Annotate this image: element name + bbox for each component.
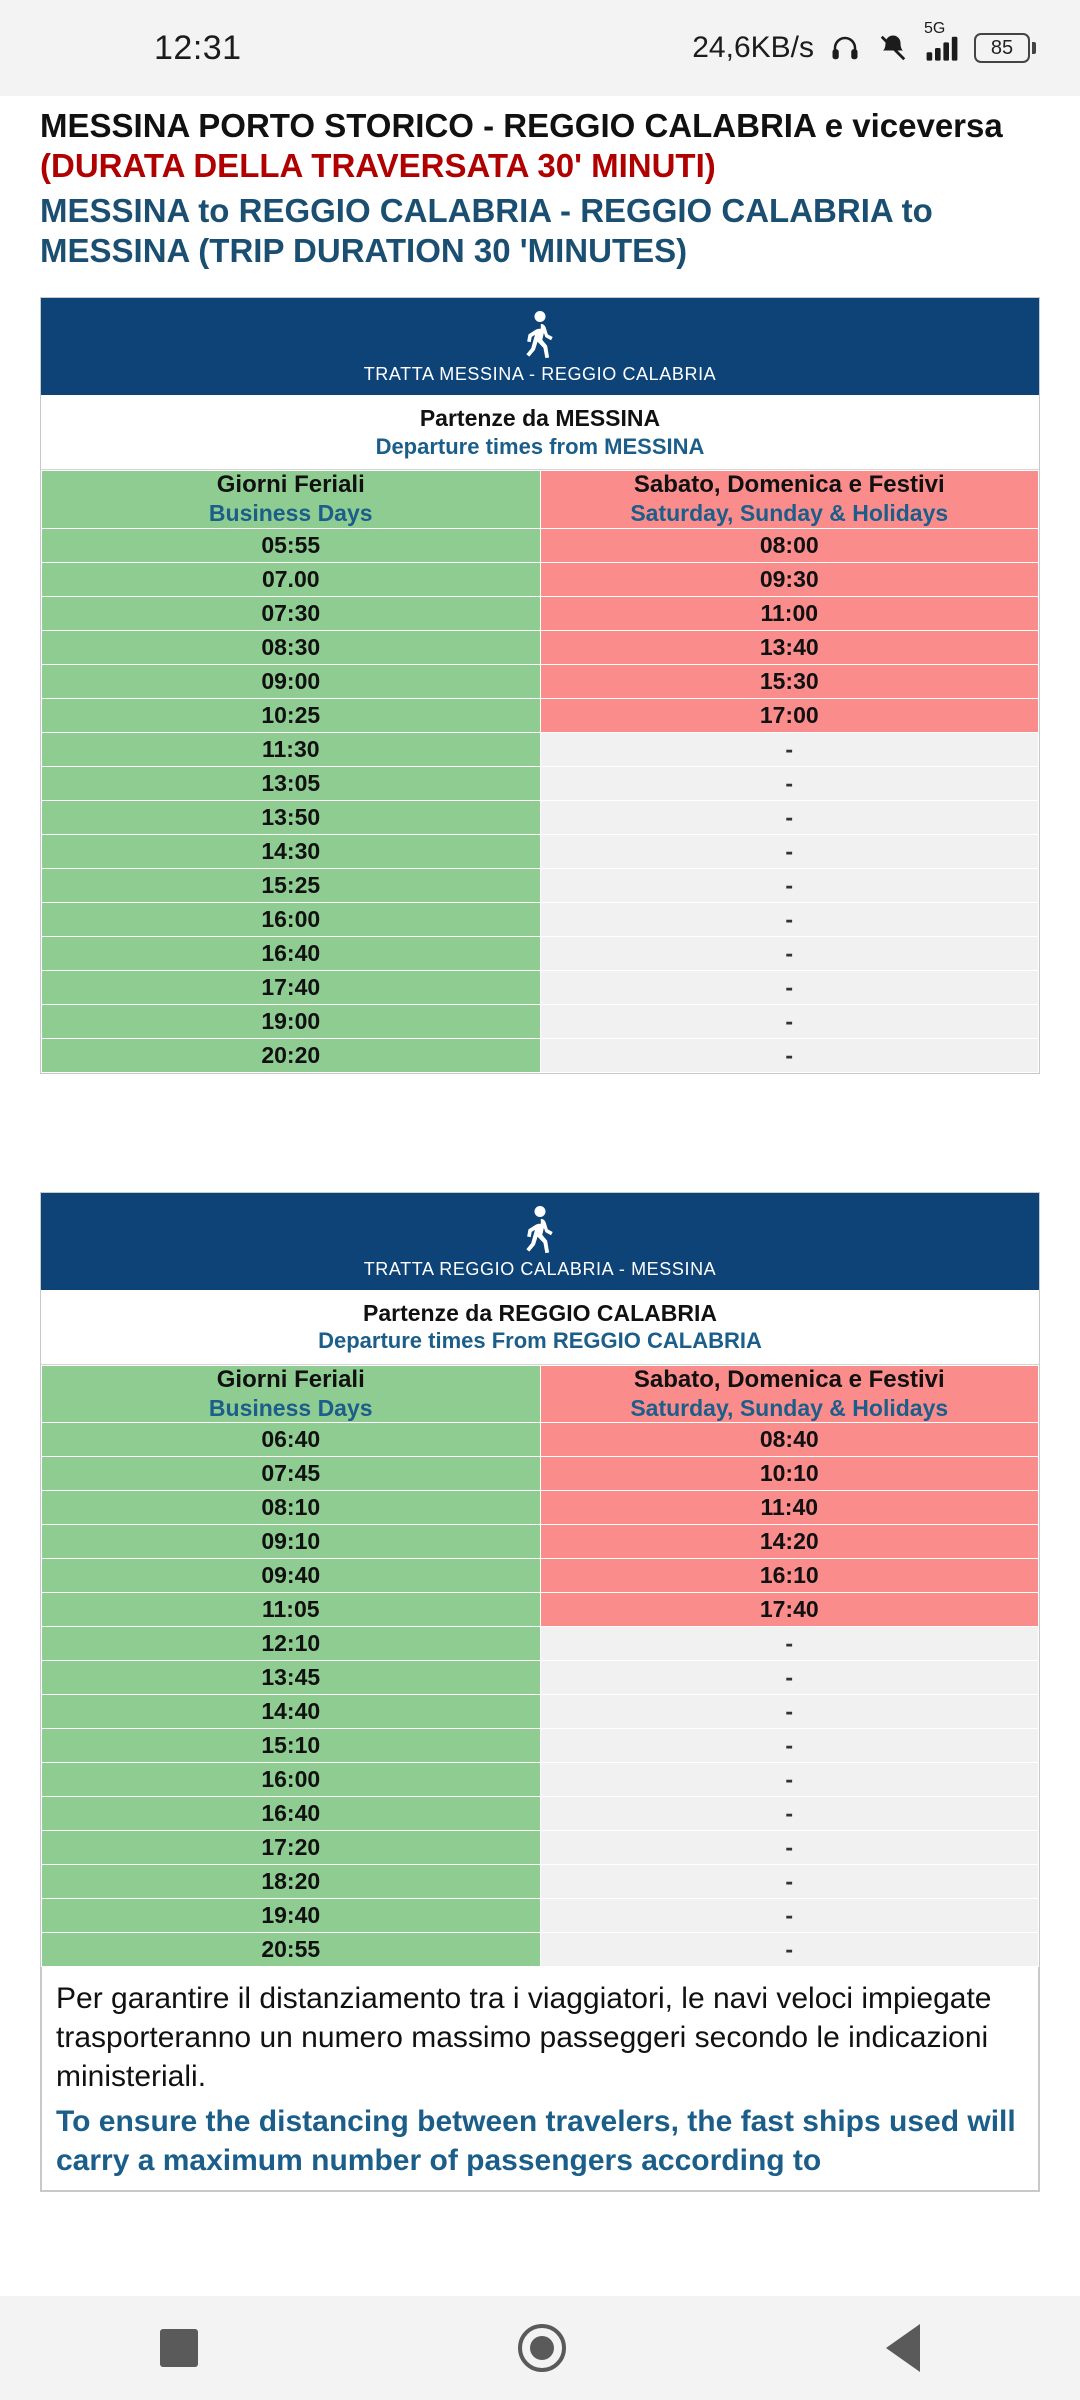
table-row (42, 1559, 1039, 1593)
table-row (42, 1899, 1039, 1933)
network-speed-text: 24,6KB/s (692, 31, 814, 64)
table-row (42, 664, 1039, 698)
status-time: 12:31 (154, 28, 242, 67)
table-row (42, 902, 1039, 936)
table-row (42, 1865, 1039, 1899)
table-row (42, 1593, 1039, 1627)
table-row (42, 1763, 1039, 1797)
cell-weekday-time: 16:40 (42, 936, 541, 970)
departure-title-reggio (41, 1290, 1039, 1365)
column-header-weekday-it: Giorni Feriali (216, 471, 365, 499)
webpage-viewport[interactable] (0, 96, 1080, 2296)
cell-weekend-empty: - (540, 834, 1039, 868)
cell-weekday-time: 16:00 (42, 1763, 541, 1797)
square-icon (160, 2329, 198, 2367)
cell-weekend-empty: - (540, 1865, 1039, 1899)
cell-weekday-time: 07.00 (42, 562, 541, 596)
table-row (42, 1525, 1039, 1559)
android-navigation-bar (0, 2296, 1080, 2400)
cell-weekday-time: 20:55 (42, 1933, 541, 1967)
vibrate-mute-icon (876, 33, 910, 63)
column-header-weekend (540, 471, 1039, 528)
status-bar (0, 0, 1080, 96)
column-header-weekend-it: Sabato, Domenica e Festivi (633, 1365, 945, 1393)
schedule-header-reggio (41, 1193, 1039, 1290)
cell-weekday-time: 15:10 (42, 1729, 541, 1763)
column-header-weekday-en: Business Days (208, 1394, 373, 1421)
table-row (42, 766, 1039, 800)
table-row (42, 1695, 1039, 1729)
notice-text-italian: Per garantire il distanziamento tra i viaggiatori, le navi veloci impiegate trasporteranno un numero massimo passeggeri secondo le indicazioni ministeriali. (56, 1982, 992, 2094)
cell-weekday-time: 09:40 (42, 1559, 541, 1593)
table-row (42, 1661, 1039, 1695)
table-row (42, 868, 1039, 902)
battery-icon (974, 33, 1036, 63)
cell-weekend-empty: - (540, 902, 1039, 936)
cell-weekend-time: 17:00 (540, 698, 1039, 732)
schedule-card-messina (40, 297, 1040, 1074)
cell-weekday-time: 20:20 (42, 1038, 541, 1072)
table-row (42, 1423, 1039, 1457)
departure-title-it-messina: Partenze da MESSINA (419, 405, 661, 431)
battery-level-text: 85 (974, 33, 1030, 63)
table-header-row (42, 1365, 1039, 1422)
table-row (42, 800, 1039, 834)
recents-button[interactable] (160, 2329, 198, 2367)
pedestrian-icon (520, 1205, 560, 1257)
column-header-weekday (42, 471, 541, 528)
page-title-english: MESSINA to REGGIO CALABRIA - REGGIO CALABRIA to MESSINA (TRIP DURATION 30 'MINUTES) (40, 191, 933, 269)
cell-weekday-time: 13:45 (42, 1661, 541, 1695)
column-header-weekday-it: Giorni Feriali (216, 1365, 365, 1393)
cell-weekend-time: 11:40 (540, 1491, 1039, 1525)
cell-weekday-time: 07:45 (42, 1457, 541, 1491)
column-header-weekend-it: Sabato, Domenica e Festivi (633, 471, 945, 499)
cell-weekday-time: 14:30 (42, 834, 541, 868)
cell-weekday-time: 15:25 (42, 868, 541, 902)
table-row (42, 1831, 1039, 1865)
schedule-card-reggio (40, 1192, 1040, 2193)
cell-weekend-time: 08:40 (540, 1423, 1039, 1457)
page-title-italian-main: MESSINA PORTO STORICO - REGGIO CALABRIA e viceversa (40, 107, 1003, 144)
cell-weekend-empty: - (540, 766, 1039, 800)
cell-weekday-time: 19:40 (42, 1899, 541, 1933)
schedule-body-reggio (42, 1423, 1039, 1967)
signal-bars-icon (924, 20, 960, 62)
circle-inner (530, 2336, 554, 2360)
cell-weekday-time: 10:25 (42, 698, 541, 732)
departure-title-messina (41, 395, 1039, 470)
cell-weekday-time: 17:40 (42, 970, 541, 1004)
cell-weekday-time: 16:00 (42, 902, 541, 936)
cell-weekend-time: 17:40 (540, 1593, 1039, 1627)
page-content (0, 96, 1080, 2192)
cell-weekend-empty: - (540, 800, 1039, 834)
cell-weekday-time: 12:10 (42, 1627, 541, 1661)
table-row (42, 562, 1039, 596)
cell-weekend-empty: - (540, 1004, 1039, 1038)
cell-weekday-time: 16:40 (42, 1797, 541, 1831)
departure-title-en-reggio: Departure times From REGGIO CALABRIA (318, 1328, 762, 1354)
triangle-icon (886, 2324, 920, 2372)
cell-weekend-empty: - (540, 970, 1039, 1004)
table-row (42, 732, 1039, 766)
cell-weekend-empty: - (540, 1933, 1039, 1967)
column-header-weekend (540, 1365, 1039, 1422)
cell-weekday-time: 06:40 (42, 1423, 541, 1457)
departure-title-en-messina: Departure times from MESSINA (375, 433, 705, 459)
cell-weekend-empty: - (540, 1661, 1039, 1695)
status-icons (692, 20, 1036, 65)
column-header-weekday-en: Business Days (208, 500, 373, 527)
cell-weekend-time: 11:00 (540, 596, 1039, 630)
table-row (42, 596, 1039, 630)
page-title-italian (40, 106, 1040, 187)
table-row (42, 1797, 1039, 1831)
page-title-italian-duration: (DURATA DELLA TRAVERSATA 30' MINUTI) (40, 147, 716, 185)
cell-weekend-empty: - (540, 1038, 1039, 1072)
cell-weekday-time: 11:30 (42, 732, 541, 766)
schedule-body-messina (42, 528, 1039, 1072)
table-row (42, 1004, 1039, 1038)
column-header-weekday (42, 1365, 541, 1422)
circle-icon (518, 2324, 566, 2372)
cell-weekend-time: 08:00 (540, 528, 1039, 562)
section-spacer (40, 1092, 1040, 1192)
table-row (42, 1933, 1039, 1967)
route-label-messina: TRATTA MESSINA - REGGIO CALABRIA (363, 364, 717, 384)
notice-text-english: To ensure the distancing between travelers, the fast ships used will carry a maximum number of passengers according to (56, 2105, 1016, 2178)
back-button[interactable] (886, 2324, 920, 2372)
cell-weekend-empty: - (540, 1763, 1039, 1797)
cell-weekday-time: 05:55 (42, 528, 541, 562)
cell-weekend-time: 15:30 (540, 664, 1039, 698)
cell-weekend-empty: - (540, 1627, 1039, 1661)
schedule-header-messina (41, 298, 1039, 395)
table-row (42, 834, 1039, 868)
departure-title-it-reggio: Partenze da REGGIO CALABRIA (363, 1299, 717, 1326)
table-row (42, 1457, 1039, 1491)
cell-weekday-time: 08:10 (42, 1491, 541, 1525)
cell-weekend-time: 09:30 (540, 562, 1039, 596)
cell-weekend-empty: - (540, 1899, 1039, 1933)
cell-weekend-empty: - (540, 1695, 1039, 1729)
pedestrian-icon (520, 310, 560, 362)
cell-weekday-time: 17:20 (42, 1831, 541, 1865)
route-label-reggio: TRATTA REGGIO CALABRIA - MESSINA (363, 1258, 717, 1279)
cell-weekend-empty: - (540, 1729, 1039, 1763)
cell-weekday-time: 19:00 (42, 1004, 541, 1038)
headphone-icon (828, 33, 862, 63)
cell-weekend-empty: - (540, 936, 1039, 970)
cell-weekend-empty: - (540, 732, 1039, 766)
schedule-table-messina (41, 470, 1039, 1072)
cell-weekend-time: 14:20 (540, 1525, 1039, 1559)
table-header-row (42, 471, 1039, 528)
table-row (42, 970, 1039, 1004)
table-row (42, 936, 1039, 970)
schedule-table-reggio (41, 1365, 1039, 1967)
cell-weekday-time: 09:10 (42, 1525, 541, 1559)
cell-weekend-time: 16:10 (540, 1559, 1039, 1593)
battery-cap (1032, 42, 1036, 54)
cell-weekday-time: 11:05 (42, 1593, 541, 1627)
cell-weekend-time: 10:10 (540, 1457, 1039, 1491)
cell-weekday-time: 18:20 (42, 1865, 541, 1899)
cell-weekday-time: 09:00 (42, 664, 541, 698)
table-row (42, 1038, 1039, 1072)
signal-network-label: 5G (924, 20, 946, 37)
table-row (42, 1491, 1039, 1525)
home-button[interactable] (518, 2324, 566, 2372)
cell-weekend-empty: - (540, 1831, 1039, 1865)
table-row (42, 1627, 1039, 1661)
notice-block (41, 1967, 1039, 2191)
cell-weekday-time: 08:30 (42, 630, 541, 664)
table-row (42, 698, 1039, 732)
cell-weekday-time: 13:05 (42, 766, 541, 800)
cell-weekend-empty: - (540, 1797, 1039, 1831)
cell-weekend-time: 13:40 (540, 630, 1039, 664)
table-row (42, 1729, 1039, 1763)
cell-weekend-empty: - (540, 868, 1039, 902)
table-row (42, 528, 1039, 562)
table-row (42, 630, 1039, 664)
column-header-weekend-en: Saturday, Sunday & Holidays (630, 1394, 949, 1421)
cell-weekday-time: 14:40 (42, 1695, 541, 1729)
column-header-weekend-en: Saturday, Sunday & Holidays (630, 500, 949, 527)
cell-weekday-time: 07:30 (42, 596, 541, 630)
cell-weekday-time: 13:50 (42, 800, 541, 834)
